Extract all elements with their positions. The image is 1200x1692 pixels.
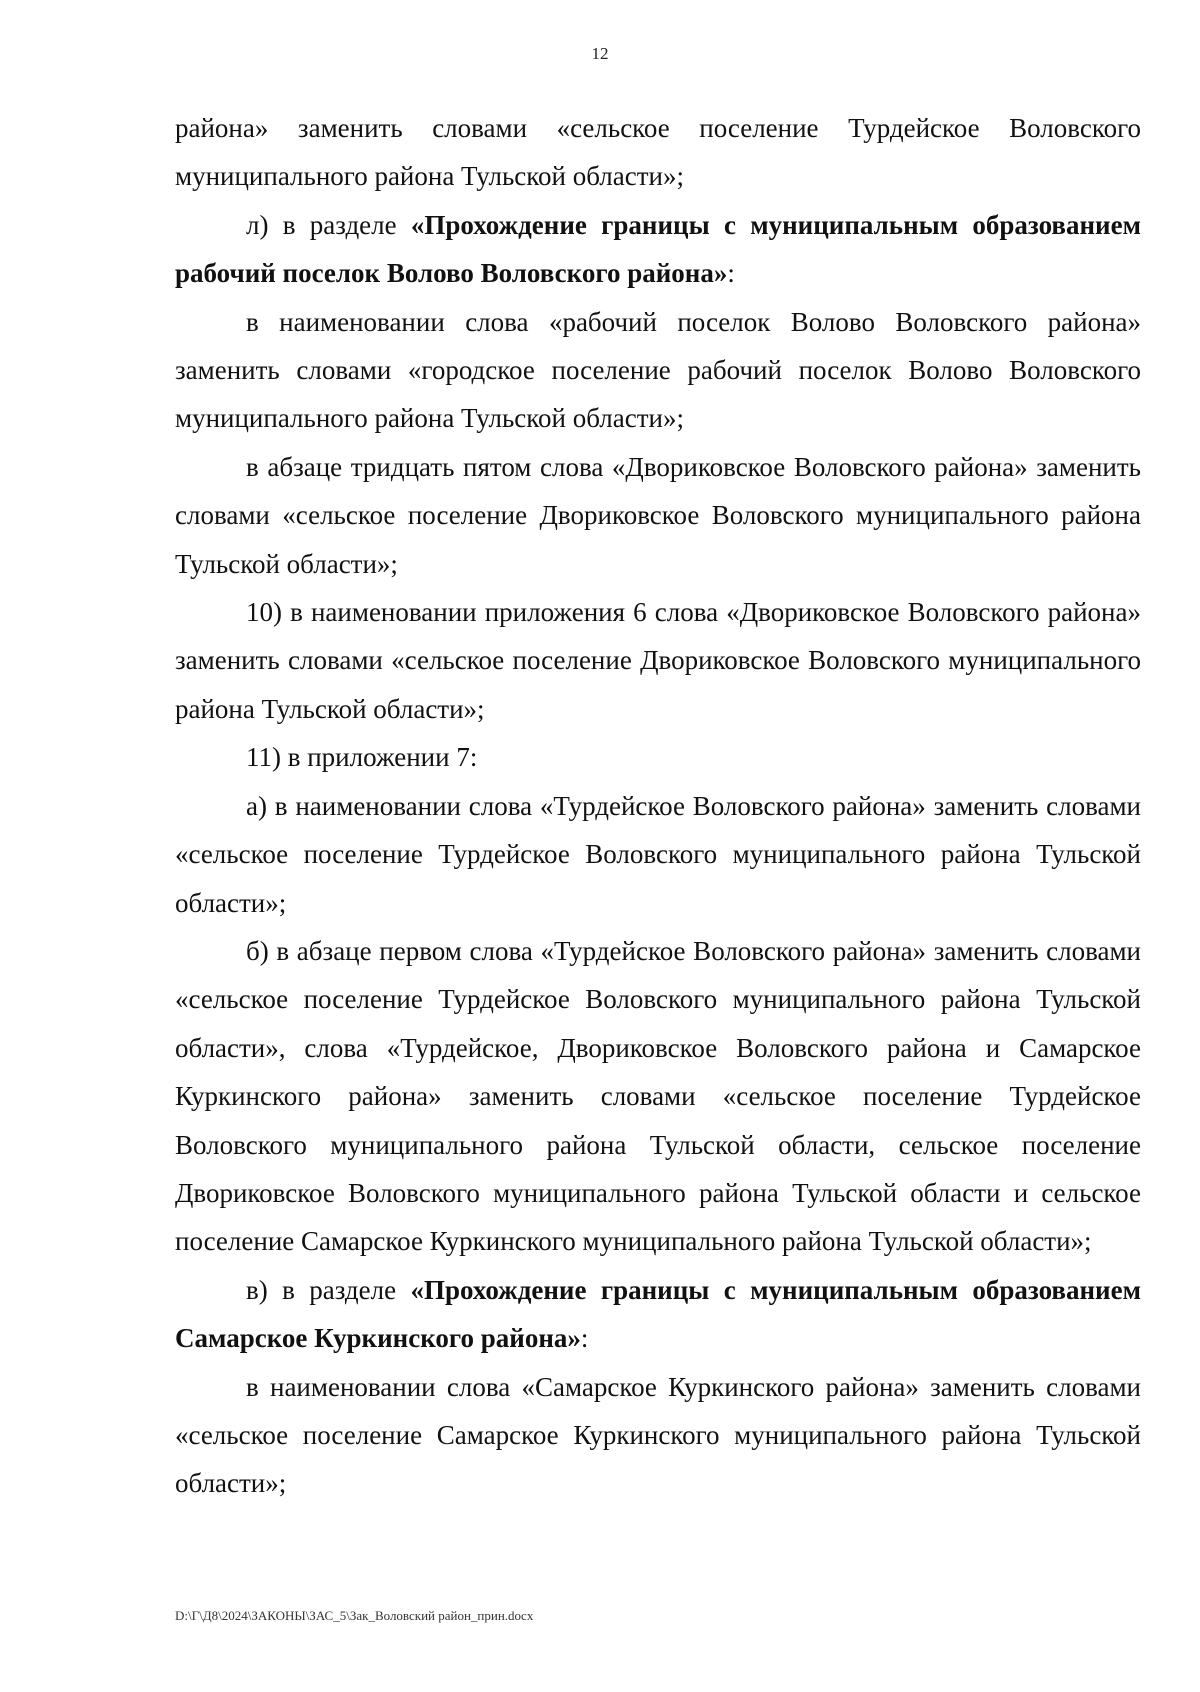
- item-v-section-title: «Прохождение границы с муниципальным образованием Самарское Куркинского района»: [175, 1274, 1141, 1354]
- paragraph-samarskoe-name: в наименовании слова «Самарское Куркинского района» заменить словами «сельское поселение Самарское Куркинского муниципального района Тульской области»;: [175, 1371, 1141, 1499]
- paragraph-item-11: 11) в приложении 7:: [246, 742, 478, 773]
- item-v-colon: :: [580, 1323, 589, 1354]
- item-l-prefix: л) в разделе: [246, 209, 411, 240]
- item-l-colon: :: [727, 258, 735, 289]
- paragraph-continuation: района» заменить словами «сельское поселение Турдейское Воловского муниципального района Тульской области»;: [175, 113, 1141, 192]
- paragraph-item-b: б) в абзаце первом слова «Турдейское Воловского района» заменить словами «сельское поселение Турдейское Воловского муниципального района Тульской области», слова «Турдейское, Двориковское Воловского района и Самарское Куркинского района» заменить словами «сельское поселение Турдейское Воловского муниципального района Тульской области, сельское поселение Двориковское Воловского муниципального района Тульской области и сельское поселение Самарское Куркинского муниципального района Тульской области»;: [175, 935, 1141, 1257]
- paragraph-item-l: [175, 201, 1141, 298]
- paragraph-item-v: [175, 1266, 1141, 1363]
- item-l-section-title: «Прохождение границы с муниципальным образованием рабочий поселок Волово Воловского района»: [175, 209, 1141, 289]
- paragraph-item-10: 10) в наименовании приложения 6 слова «Двориковское Воловского района» заменить словами «сельское поселение Двориковское Воловского муниципального района Тульской области»;: [175, 597, 1141, 724]
- page-number: 12: [591, 44, 609, 63]
- item-v-prefix: в) в разделе: [246, 1274, 411, 1305]
- footer-file-path: D:\Г\Д8\2024\ЗАКОНЫ\ЗАС_5\Зак_Воловский район_прин.docx: [175, 1608, 534, 1623]
- paragraph-name-change: в наименовании слова «рабочий поселок Волово Воловского района» заменить словами «городское поселение рабочий поселок Волово Воловского муниципального района Тульской области»;: [175, 306, 1141, 434]
- paragraph-abzats-35: в абзаце тридцать пятом слова «Двориковское Воловского района» заменить словами «сельское поселение Двориковское Воловского муниципального района Тульской области»;: [175, 451, 1141, 579]
- document-body: [175, 104, 1141, 1508]
- paragraph-item-a: а) в наименовании слова «Турдейское Воловского района» заменить словами «сельское поселение Турдейское Воловского муниципального района Тульской области»;: [175, 790, 1141, 918]
